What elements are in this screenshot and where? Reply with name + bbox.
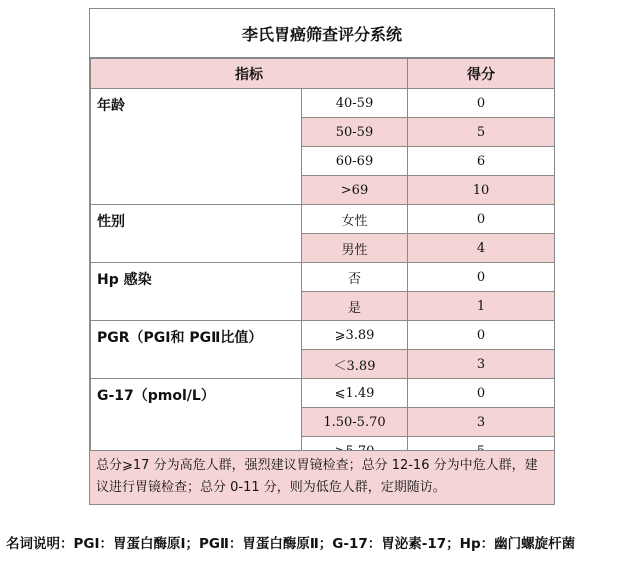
score-cell: 0 <box>408 379 555 408</box>
table-title: 李氏胃癌筛查评分系统 <box>90 9 554 58</box>
score-table <box>90 58 555 466</box>
score-cell: 6 <box>408 147 555 176</box>
option-cell: 50-59 <box>302 118 408 147</box>
table-row <box>91 379 555 408</box>
score-table-frame <box>89 8 555 505</box>
score-cell: 5 <box>408 118 555 147</box>
score-cell: 0 <box>408 205 555 234</box>
category-cell: PGR（PGⅠ和 PGⅡ比值） <box>91 321 302 379</box>
option-cell: 1.50-5.70 <box>302 408 408 437</box>
option-cell: 40-59 <box>302 89 408 118</box>
score-cell: 0 <box>408 321 555 350</box>
table-row <box>91 321 555 350</box>
header-row <box>91 59 555 89</box>
option-cell: ⩾3.89 <box>302 321 408 350</box>
score-cell: 3 <box>408 408 555 437</box>
table-row <box>91 263 555 292</box>
glossary-caption: 名词说明：PGⅠ：胃蛋白酶原Ⅰ；PGⅡ：胃蛋白酶原Ⅱ；G-17：胃泌素-17；Hp：幽门螺旋杆菌 <box>6 536 576 552</box>
category-cell: G-17（pmol/L） <box>91 379 302 466</box>
option-cell: ＜3.89 <box>302 350 408 379</box>
header-score: 得分 <box>408 59 555 89</box>
score-cell: 10 <box>408 176 555 205</box>
score-cell: 0 <box>408 263 555 292</box>
option-cell: 女性 <box>302 205 408 234</box>
option-cell: >69 <box>302 176 408 205</box>
option-cell: 60-69 <box>302 147 408 176</box>
option-cell: ⩽1.49 <box>302 379 408 408</box>
option-cell: 男性 <box>302 234 408 263</box>
score-cell: 3 <box>408 350 555 379</box>
table-body <box>91 89 555 466</box>
option-cell: 否 <box>302 263 408 292</box>
category-cell: Hp 感染 <box>91 263 302 321</box>
option-cell: 是 <box>302 292 408 321</box>
category-cell: 性别 <box>91 205 302 263</box>
header-indicator: 指标 <box>91 59 408 89</box>
score-cell: 4 <box>408 234 555 263</box>
score-cell: 0 <box>408 89 555 118</box>
score-cell: 1 <box>408 292 555 321</box>
risk-note: 总分⩾17 分为高危人群，强烈建议胃镜检查；总分 12-16 分为中危人群，建议进行胃镜检查；总分 0-11 分，则为低危人群，定期随访。 <box>90 450 554 504</box>
table-row <box>91 89 555 118</box>
table-row <box>91 205 555 234</box>
category-cell: 年龄 <box>91 89 302 205</box>
